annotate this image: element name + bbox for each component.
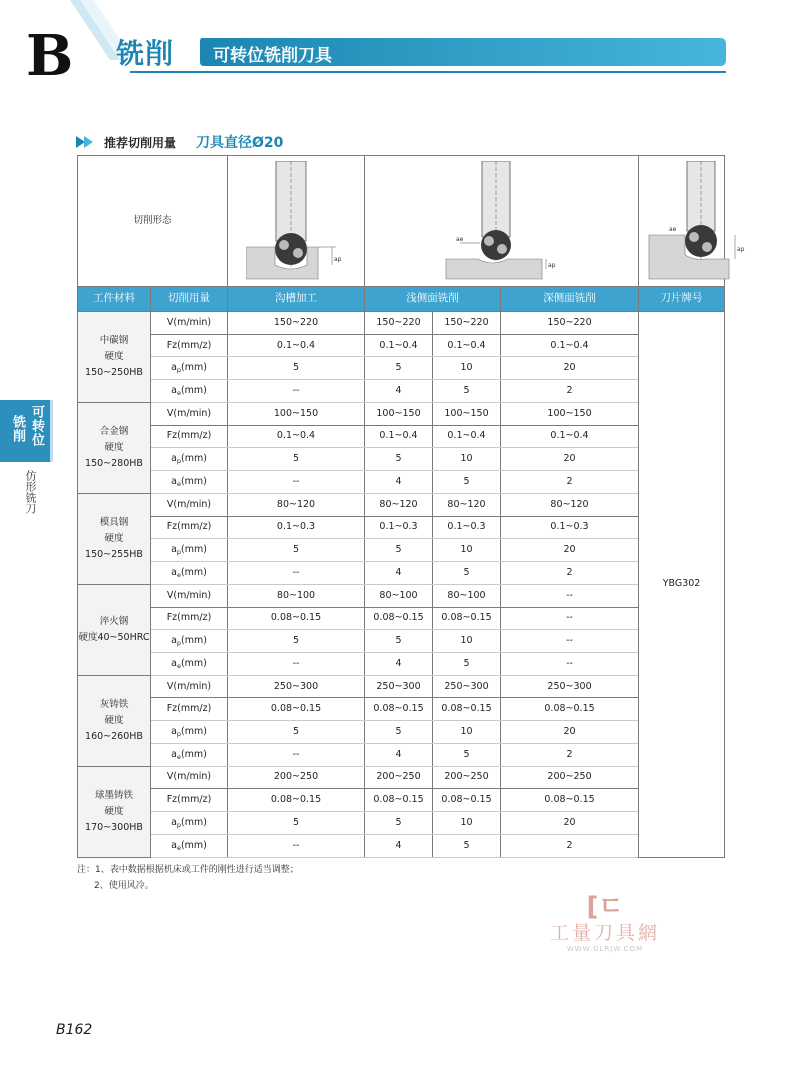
table-row bbox=[78, 675, 725, 698]
svg-text:ae: ae bbox=[669, 226, 677, 233]
value-cell: -- bbox=[228, 471, 365, 494]
header-material: 工件材料 bbox=[78, 287, 151, 312]
param-subscript: e bbox=[176, 661, 181, 670]
value-cell: 200~250 bbox=[365, 766, 433, 789]
param-label: V(m/min) bbox=[166, 407, 212, 419]
param-subscript: e bbox=[176, 479, 181, 488]
value-cell: 5 bbox=[433, 743, 501, 766]
value-cell: 5 bbox=[228, 721, 365, 744]
value-cell: 5 bbox=[228, 357, 365, 380]
section-title bbox=[76, 133, 283, 151]
material-name-line: 170~300HB bbox=[85, 821, 143, 833]
param-unit: (mm) bbox=[181, 544, 207, 556]
value-cell: 2 bbox=[501, 380, 639, 403]
value-cell: 0.1~0.3 bbox=[365, 516, 433, 539]
page-number: B162 bbox=[56, 1022, 93, 1038]
value-cell: 2 bbox=[501, 743, 639, 766]
param-label: V(m/min) bbox=[166, 680, 212, 692]
value-cell: 0.08~0.15 bbox=[433, 698, 501, 721]
note-2: 2、使用风冷。 bbox=[94, 881, 154, 891]
value-cell: 2 bbox=[501, 471, 639, 494]
value-cell: 0.08~0.15 bbox=[501, 698, 639, 721]
value-cell: 5 bbox=[433, 562, 501, 585]
table-row bbox=[78, 357, 725, 380]
param-label: a bbox=[171, 453, 177, 465]
value-cell: 5 bbox=[228, 812, 365, 835]
chapter-letter: B bbox=[26, 23, 74, 89]
table-row bbox=[78, 653, 725, 676]
param-label: Fz(mm/z) bbox=[166, 794, 212, 806]
value-cell: 0.1~0.4 bbox=[433, 334, 501, 357]
value-cell: 5 bbox=[433, 380, 501, 403]
material-name-line: 硬度 bbox=[104, 350, 124, 362]
param-label: a bbox=[171, 816, 177, 828]
param-label: a bbox=[171, 475, 177, 487]
value-cell: -- bbox=[228, 653, 365, 676]
param-label: a bbox=[171, 726, 177, 738]
material-name-line: 150~280HB bbox=[85, 457, 143, 469]
param-cell bbox=[151, 380, 228, 403]
param-cell bbox=[151, 607, 228, 630]
table-row bbox=[78, 789, 725, 812]
section-label: 推荐切削用量 bbox=[104, 135, 177, 150]
param-cell bbox=[151, 743, 228, 766]
svg-text:ae: ae bbox=[455, 236, 463, 243]
value-cell: 10 bbox=[433, 630, 501, 653]
param-label: a bbox=[171, 635, 177, 647]
value-cell: 250~300 bbox=[501, 675, 639, 698]
param-label: Fz(mm/z) bbox=[166, 339, 212, 351]
value-cell: 10 bbox=[433, 448, 501, 471]
value-cell: 250~300 bbox=[365, 675, 433, 698]
param-unit: (mm) bbox=[181, 635, 207, 647]
side-tab-line1: 可转位 bbox=[29, 405, 44, 447]
param-subscript: p bbox=[176, 820, 182, 829]
value-cell: 4 bbox=[365, 743, 433, 766]
param-cell bbox=[151, 334, 228, 357]
table-row bbox=[78, 721, 725, 744]
material-name-line: 硬度 bbox=[104, 714, 124, 726]
shallow-side-milling-diagram bbox=[442, 161, 562, 281]
param-cell bbox=[151, 812, 228, 835]
notes bbox=[77, 862, 299, 894]
value-cell: 4 bbox=[365, 471, 433, 494]
value-cell: 0.08~0.15 bbox=[501, 789, 639, 812]
watermark-url: WWW.GLRJW.COM bbox=[566, 945, 644, 953]
value-cell: 0.08~0.15 bbox=[365, 789, 433, 812]
param-subscript: e bbox=[176, 570, 181, 579]
value-cell: 5 bbox=[433, 834, 501, 857]
value-cell: 250~300 bbox=[433, 675, 501, 698]
table-row bbox=[78, 312, 725, 335]
value-cell: 2 bbox=[501, 562, 639, 585]
svg-text:ap: ap bbox=[547, 262, 556, 269]
table-body bbox=[78, 156, 745, 858]
material-name-line: 模具钢 bbox=[99, 516, 129, 528]
table-row bbox=[78, 448, 725, 471]
param-subscript: e bbox=[176, 752, 181, 761]
table-row bbox=[78, 516, 725, 539]
param-cell bbox=[151, 357, 228, 380]
table-row bbox=[78, 834, 725, 857]
param-cell bbox=[151, 766, 228, 789]
value-cell: 200~250 bbox=[228, 766, 365, 789]
table-row bbox=[78, 607, 725, 630]
header-shallow: 浅侧面铣削 bbox=[365, 287, 501, 312]
value-cell: 0.1~0.3 bbox=[228, 516, 365, 539]
value-cell: -- bbox=[501, 630, 639, 653]
value-cell: 20 bbox=[501, 812, 639, 835]
param-label: V(m/min) bbox=[166, 498, 212, 510]
header-title: 可转位铣削刀具 bbox=[213, 46, 332, 66]
value-cell: 5 bbox=[365, 630, 433, 653]
table-row bbox=[78, 698, 725, 721]
param-subscript: p bbox=[176, 457, 182, 466]
param-cell bbox=[151, 584, 228, 607]
section-subtitle: 刀具直径Ø20 bbox=[196, 135, 284, 151]
value-cell: 0.1~0.4 bbox=[365, 425, 433, 448]
material-name-line: 硬度 bbox=[104, 805, 124, 817]
param-cell bbox=[151, 698, 228, 721]
svg-text:ap: ap bbox=[334, 256, 342, 263]
value-cell: 10 bbox=[433, 357, 501, 380]
param-unit: (mm) bbox=[180, 657, 207, 669]
value-cell: 100~150 bbox=[365, 402, 433, 425]
header-param: 切削用量 bbox=[151, 287, 228, 312]
param-cell bbox=[151, 834, 228, 857]
table-row bbox=[78, 493, 725, 516]
diagram-row bbox=[78, 156, 725, 287]
cutting-parameters-table bbox=[77, 155, 745, 858]
table-row bbox=[78, 334, 725, 357]
value-cell: 5 bbox=[228, 630, 365, 653]
value-cell: 200~250 bbox=[501, 766, 639, 789]
material-name-line: 淬火钢 bbox=[99, 615, 129, 627]
param-unit: (mm) bbox=[181, 362, 207, 374]
value-cell: 0.1~0.4 bbox=[228, 334, 365, 357]
material-cell bbox=[78, 402, 151, 493]
param-label: a bbox=[171, 566, 177, 578]
value-cell: 0.08~0.15 bbox=[228, 789, 365, 812]
table-row bbox=[78, 630, 725, 653]
value-cell: 0.08~0.15 bbox=[365, 698, 433, 721]
table-row bbox=[78, 562, 725, 585]
value-cell: 4 bbox=[365, 380, 433, 403]
param-label: a bbox=[171, 839, 177, 851]
material-cell bbox=[78, 675, 151, 766]
value-cell: 100~150 bbox=[228, 402, 365, 425]
value-cell: 0.08~0.15 bbox=[433, 789, 501, 812]
param-subscript: p bbox=[176, 639, 182, 648]
value-cell: 0.1~0.4 bbox=[365, 334, 433, 357]
material-cell bbox=[78, 312, 151, 403]
value-cell: 20 bbox=[501, 721, 639, 744]
value-cell: 0.08~0.15 bbox=[433, 607, 501, 630]
material-name-line: 160~260HB bbox=[85, 730, 143, 742]
param-unit: (mm) bbox=[180, 839, 207, 851]
double-arrow-icon bbox=[76, 136, 98, 148]
value-cell: 80~120 bbox=[228, 493, 365, 516]
diagram-slot-milling bbox=[228, 156, 365, 287]
value-cell: 4 bbox=[365, 834, 433, 857]
param-label: Fz(mm/z) bbox=[166, 521, 212, 533]
material-name-line: 合金钢 bbox=[99, 425, 129, 437]
value-cell: 10 bbox=[433, 812, 501, 835]
value-cell: 5 bbox=[365, 357, 433, 380]
material-name-line: 灰铸铁 bbox=[99, 698, 129, 710]
param-label: V(m/min) bbox=[166, 589, 212, 601]
value-cell: 250~300 bbox=[228, 675, 365, 698]
value-cell: 0.1~0.3 bbox=[433, 516, 501, 539]
table-row bbox=[78, 471, 725, 494]
table-row bbox=[78, 743, 725, 766]
param-unit: (mm) bbox=[180, 566, 207, 578]
value-cell: -- bbox=[501, 584, 639, 607]
table-row bbox=[78, 812, 725, 835]
param-cell bbox=[151, 721, 228, 744]
value-cell: -- bbox=[228, 562, 365, 585]
value-cell: 5 bbox=[365, 812, 433, 835]
material-cell bbox=[78, 584, 151, 675]
value-cell: 80~100 bbox=[365, 584, 433, 607]
value-cell: 0.1~0.4 bbox=[228, 425, 365, 448]
value-cell: 100~150 bbox=[433, 402, 501, 425]
value-cell: 5 bbox=[433, 471, 501, 494]
value-cell: 150~220 bbox=[365, 312, 433, 335]
param-unit: (mm) bbox=[180, 385, 207, 396]
insert-grade-cell: YBG302 bbox=[639, 312, 725, 858]
param-cell bbox=[151, 493, 228, 516]
material-name-line: 中碳钢 bbox=[99, 334, 129, 346]
watermark-logo: [ㄷ bbox=[586, 892, 624, 922]
table-header-row bbox=[78, 287, 725, 312]
param-subscript: p bbox=[176, 548, 182, 557]
value-cell: 10 bbox=[433, 539, 501, 562]
value-cell: 150~220 bbox=[501, 312, 639, 335]
param-unit: (mm) bbox=[181, 726, 207, 738]
value-cell: 10 bbox=[433, 721, 501, 744]
value-cell: 20 bbox=[501, 448, 639, 471]
param-cell bbox=[151, 425, 228, 448]
watermark-name: 工量刀具網 bbox=[549, 922, 660, 944]
param-subscript: e bbox=[176, 389, 181, 397]
value-cell: 80~100 bbox=[433, 584, 501, 607]
value-cell: 2 bbox=[501, 834, 639, 857]
material-cell bbox=[78, 766, 151, 857]
param-label: a bbox=[171, 385, 177, 396]
param-label: a bbox=[171, 657, 177, 669]
param-unit: (mm) bbox=[180, 475, 207, 487]
value-cell: 0.1~0.3 bbox=[501, 516, 639, 539]
param-cell bbox=[151, 630, 228, 653]
value-cell: -- bbox=[228, 743, 365, 766]
value-cell: 80~120 bbox=[365, 493, 433, 516]
value-cell: 80~100 bbox=[228, 584, 365, 607]
param-subscript: p bbox=[176, 366, 182, 375]
value-cell: 0.08~0.15 bbox=[228, 698, 365, 721]
slot-milling-diagram bbox=[246, 161, 346, 281]
svg-text:ap: ap bbox=[737, 246, 745, 253]
table-row bbox=[78, 766, 725, 789]
value-cell: 200~250 bbox=[433, 766, 501, 789]
header-slot: 沟槽加工 bbox=[228, 287, 365, 312]
value-cell: 150~220 bbox=[228, 312, 365, 335]
watermark bbox=[540, 893, 670, 965]
param-cell bbox=[151, 789, 228, 812]
side-tab-accent bbox=[50, 400, 53, 462]
param-unit: (mm) bbox=[180, 748, 207, 760]
diagram-side-milling bbox=[365, 156, 639, 287]
param-label: a bbox=[171, 362, 177, 374]
material-name-line: 球墨铸铁 bbox=[94, 789, 133, 801]
diagram-label: 切削形态 bbox=[78, 156, 228, 287]
value-cell: 0.08~0.15 bbox=[365, 607, 433, 630]
param-subscript: p bbox=[176, 730, 182, 739]
param-label: a bbox=[171, 544, 177, 556]
value-cell: 5 bbox=[433, 653, 501, 676]
material-name-line: 硬度 bbox=[104, 532, 124, 544]
param-cell bbox=[151, 448, 228, 471]
param-unit: (mm) bbox=[181, 453, 207, 465]
param-label: a bbox=[171, 748, 177, 760]
param-cell bbox=[151, 539, 228, 562]
material-name-line: 150~250HB bbox=[85, 367, 143, 379]
value-cell: 100~150 bbox=[501, 402, 639, 425]
param-label: V(m/min) bbox=[166, 316, 212, 328]
material-name-line: 硬度 bbox=[104, 441, 124, 453]
value-cell: -- bbox=[228, 380, 365, 403]
value-cell: 5 bbox=[365, 448, 433, 471]
table-row bbox=[78, 380, 725, 403]
side-tab-line2: 铣削 bbox=[10, 415, 25, 443]
value-cell: 20 bbox=[501, 357, 639, 380]
material-cell bbox=[78, 493, 151, 584]
value-cell: -- bbox=[501, 653, 639, 676]
value-cell: 0.1~0.4 bbox=[433, 425, 501, 448]
table-row bbox=[78, 584, 725, 607]
material-name-line: 硬度40~50HRC bbox=[78, 631, 150, 643]
param-label: V(m/min) bbox=[166, 771, 212, 783]
table-row bbox=[78, 402, 725, 425]
deep-side-milling-diagram bbox=[639, 161, 759, 281]
side-caption: 仿形铣刀 bbox=[24, 470, 37, 514]
param-cell bbox=[151, 516, 228, 539]
value-cell: 80~120 bbox=[501, 493, 639, 516]
value-cell: 5 bbox=[365, 539, 433, 562]
header-deep: 深侧面铣削 bbox=[501, 287, 639, 312]
value-cell: 5 bbox=[365, 721, 433, 744]
material-name-line: 150~255HB bbox=[85, 548, 143, 560]
param-cell bbox=[151, 675, 228, 698]
param-cell bbox=[151, 562, 228, 585]
param-cell bbox=[151, 312, 228, 335]
diagram-deep-side bbox=[639, 156, 745, 287]
table-row bbox=[78, 539, 725, 562]
note-1: 注：1、表中数据根据机床或工件的刚性进行适当调整； bbox=[77, 865, 299, 875]
param-cell bbox=[151, 653, 228, 676]
param-label: Fz(mm/z) bbox=[166, 612, 212, 624]
value-cell: 0.1~0.4 bbox=[501, 425, 639, 448]
value-cell: 80~120 bbox=[433, 493, 501, 516]
value-cell: 20 bbox=[501, 539, 639, 562]
value-cell: 4 bbox=[365, 562, 433, 585]
value-cell: -- bbox=[501, 607, 639, 630]
header-grade: 刀片牌号 bbox=[639, 287, 725, 312]
value-cell: -- bbox=[228, 834, 365, 857]
value-cell: 4 bbox=[365, 653, 433, 676]
param-label: Fz(mm/z) bbox=[166, 703, 212, 715]
param-label: Fz(mm/z) bbox=[166, 430, 212, 442]
header-category: 铣削 bbox=[116, 37, 175, 70]
param-unit: (mm) bbox=[181, 816, 207, 828]
value-cell: 0.1~0.4 bbox=[501, 334, 639, 357]
param-subscript: e bbox=[176, 843, 181, 852]
value-cell: 0.08~0.15 bbox=[228, 607, 365, 630]
value-cell: 5 bbox=[228, 448, 365, 471]
value-cell: 5 bbox=[228, 539, 365, 562]
param-cell bbox=[151, 471, 228, 494]
value-cell: 150~220 bbox=[433, 312, 501, 335]
param-cell bbox=[151, 402, 228, 425]
table-row bbox=[78, 425, 725, 448]
